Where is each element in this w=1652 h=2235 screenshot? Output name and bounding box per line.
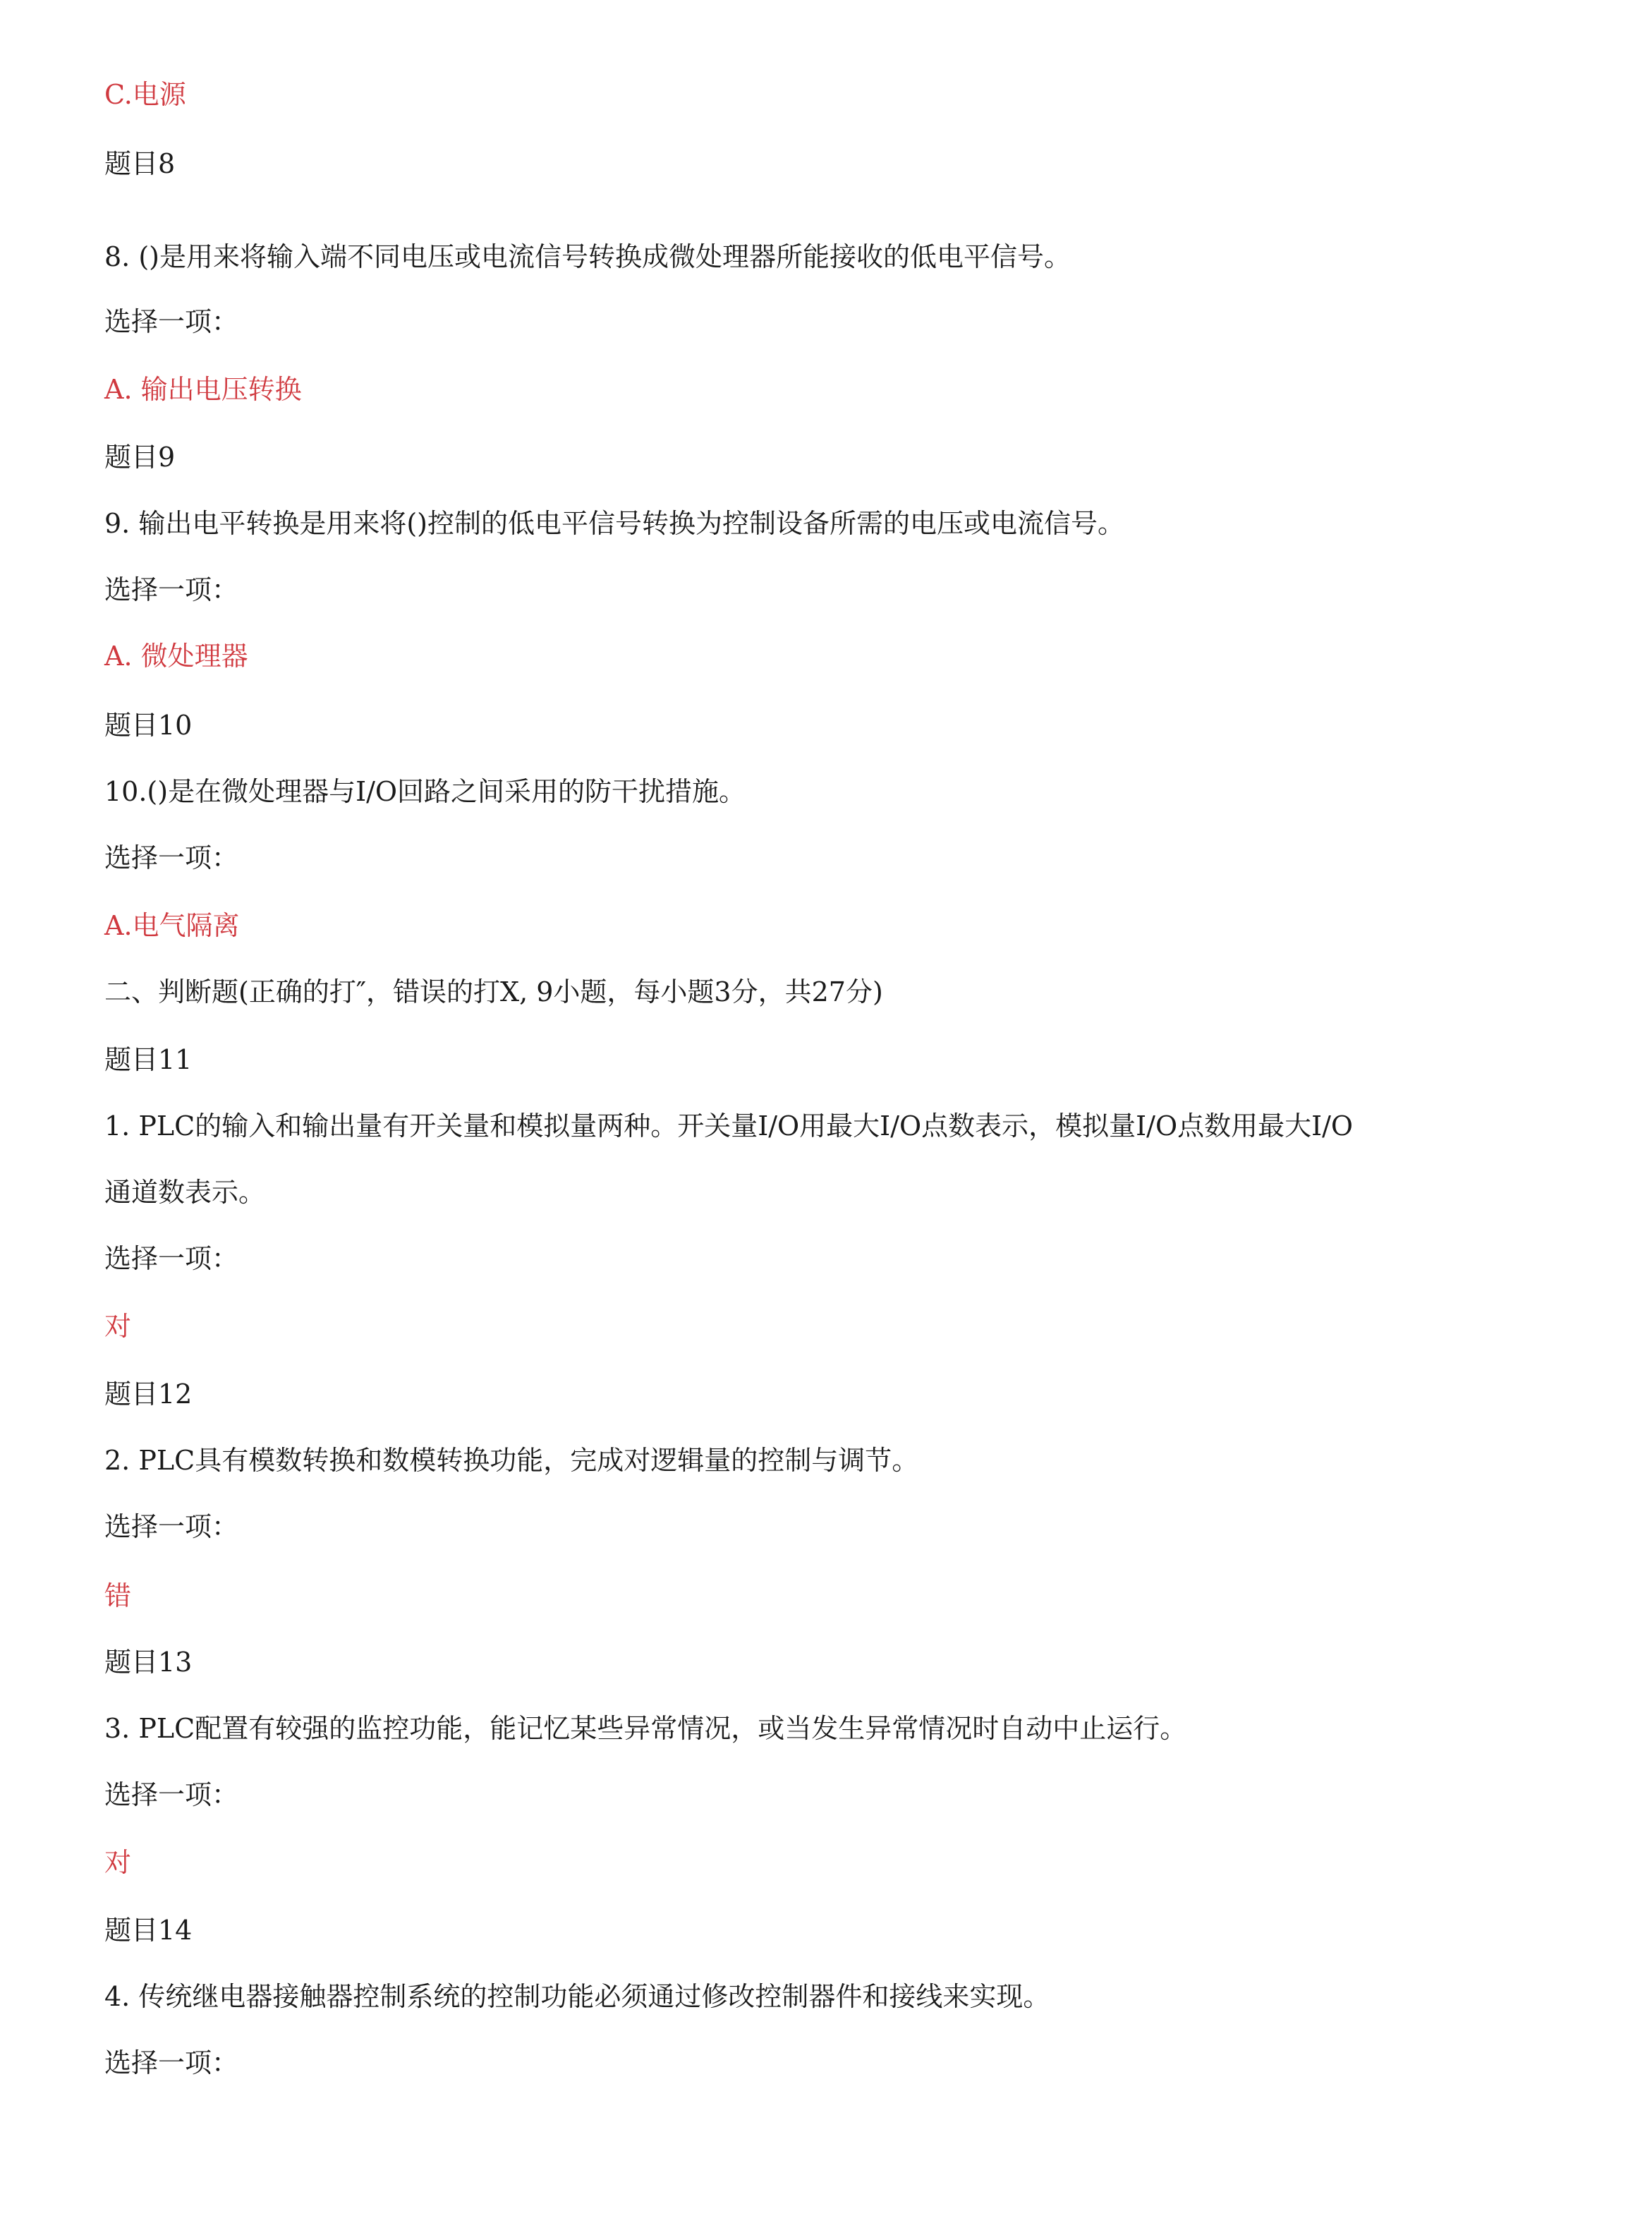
question-text-13: 3. PLC配置有较强的监控功能，能记忆某些异常情况，或当发生异常情况时自动中止运行。 (104, 1713, 1187, 1744)
answer-q12: 错 (104, 1580, 132, 1611)
choose-one-label: 选择一项： (104, 842, 239, 873)
question-text-12: 2. PLC具有模数转换和数模转换功能，完成对逻辑量的控制与调节。 (104, 1445, 919, 1476)
choose-one-label: 选择一项： (104, 574, 239, 605)
choose-one-label: 选择一项： (104, 1779, 239, 1810)
answer-q9: A. 微处理器 (104, 641, 248, 672)
choose-one-label: 选择一项： (104, 1243, 239, 1274)
question-text-14: 4. 传统继电器接触器控制系统的控制功能必须通过修改控制器件和接线来实现。 (104, 1981, 1050, 2012)
section-heading-true-false: 二、判断题(正确的打″，错误的打X, 9小题，每小题3分，共27分) (104, 976, 883, 1007)
question-heading-10: 题目10 (104, 710, 193, 741)
question-heading-13: 题目13 (104, 1647, 193, 1678)
answer-q10: A.电气隔离 (104, 910, 240, 941)
question-text-11-continued: 通道数表示。 (104, 1177, 266, 1208)
question-text-11: 1. PLC的输入和输出量有开关量和模拟量两种。开关量I/O用最大I/O点数表示，模拟量I/O点数用最大I/O (104, 1110, 1354, 1141)
answer-q7: C.电源 (104, 79, 186, 110)
choose-one-label: 选择一项： (104, 2047, 239, 2078)
answer-q8: A. 输出电压转换 (104, 374, 302, 405)
question-heading-11: 题目11 (104, 1044, 193, 1075)
question-text-8: 8. ()是用来将输入端不同电压或电流信号转换成微处理器所能接收的低电平信号。 (104, 241, 1071, 272)
question-heading-9: 题目9 (104, 442, 176, 473)
choose-one-label: 选择一项： (104, 1511, 239, 1542)
answer-q11: 对 (104, 1311, 132, 1342)
question-text-10: 10.()是在微处理器与I/O回路之间采用的防干扰措施。 (104, 776, 746, 807)
question-heading-8: 题目8 (104, 148, 176, 179)
question-heading-14: 题目14 (104, 1915, 193, 1946)
question-text-9: 9. 输出电平转换是用来将()控制的低电平信号转换为控制设备所需的电压或电流信号。 (104, 508, 1124, 539)
choose-one-label: 选择一项： (104, 306, 239, 337)
question-heading-12: 题目12 (104, 1379, 193, 1410)
answer-q13: 对 (104, 1847, 132, 1878)
